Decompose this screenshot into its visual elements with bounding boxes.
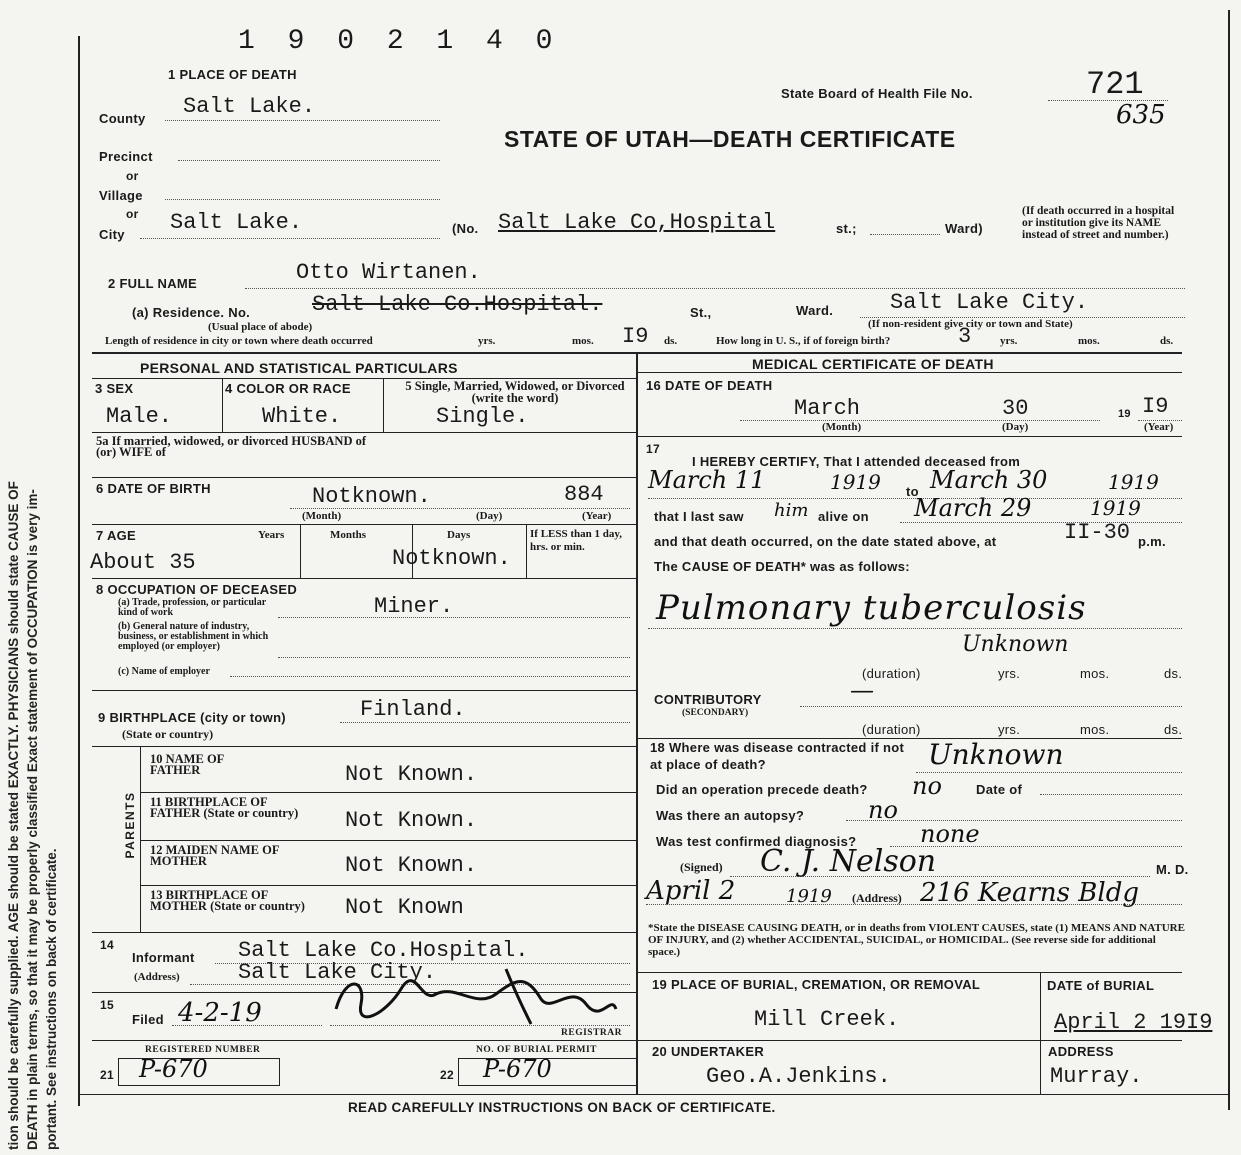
- burial-place-label: 19 PLACE OF BURIAL, CREMATION, OR REMOVAL: [652, 977, 981, 992]
- marital-label: 5 Single, Married, Widowed, or Divorced (write the word): [405, 379, 625, 405]
- frame-bottom-border: [78, 1094, 1228, 1095]
- alive-on-text: alive on: [818, 509, 869, 524]
- test-question: Was test confirmed diagnosis?: [656, 834, 857, 849]
- autopsy-value: no: [868, 796, 898, 824]
- informant-address-label: (Address): [134, 971, 180, 983]
- file-extra-number: 635: [1116, 100, 1166, 130]
- father-birthplace-rule: [140, 840, 636, 841]
- burial-date-value: April 2 19I9: [1054, 1010, 1213, 1035]
- pm-label: p.m.: [1138, 534, 1166, 549]
- last-saw-line: [900, 522, 1182, 523]
- foreign-birth-label: How long in U. S., if of foreign birth?: [716, 335, 891, 347]
- age-days-caption: Days: [447, 529, 471, 541]
- physician-signature: C. J. Nelson: [760, 844, 937, 879]
- foreign-ds: ds.: [1160, 335, 1174, 347]
- full-name-line: [245, 288, 1185, 289]
- mother-name-label: 12 MAIDEN NAME OF MOTHER: [150, 843, 280, 868]
- residence-ward-label: Ward.: [796, 303, 834, 318]
- side-line-2: DEATH in plain terms, so that it may be properly classified Exact statement of OCCUPATION is very im-: [25, 489, 40, 1150]
- stamp-number: 1 9 0 2 1 4 0: [238, 26, 561, 57]
- sex-label: 3 SEX: [95, 381, 134, 396]
- physician-address-value: 216 Kearns Bldg: [920, 878, 1139, 908]
- spouse-row-rule: [92, 477, 636, 478]
- sex-value: Male.: [106, 404, 173, 429]
- father-name-rule: [140, 792, 636, 793]
- registrar-label: REGISTRAR: [561, 1028, 622, 1038]
- filed-date-line: [172, 1025, 322, 1026]
- medical-heading-rule: [636, 372, 1182, 373]
- last-saw-date: March 29: [914, 494, 1032, 522]
- age-less-caption: If LESS than 1 day, hrs. or min.: [530, 528, 623, 553]
- signed-year: 1919: [786, 886, 832, 907]
- occupation-row-rule: [92, 690, 636, 691]
- birthplace-sub: (State or country): [122, 727, 214, 741]
- undertaker-label: 20 UNDERTAKER: [652, 1044, 765, 1059]
- father-name-value: Not Known.: [345, 762, 478, 787]
- marital-value: Single.: [436, 404, 529, 429]
- certificate-title: STATE OF UTAH—DEATH CERTIFICATE: [504, 126, 956, 152]
- secondary-label: (SECONDARY): [682, 708, 749, 718]
- or-text-1: or: [126, 169, 139, 183]
- dob-month-value: Notknown.: [312, 484, 431, 509]
- death-year-value: I9: [1142, 394, 1169, 419]
- contributory-duration-label: (duration): [862, 722, 921, 737]
- village-line: [165, 199, 440, 200]
- contributory-label: CONTRIBUTORY: [654, 692, 762, 707]
- medical-heading: MEDICAL CERTIFICATE OF DEATH: [752, 356, 994, 372]
- signed-line: [730, 876, 1150, 877]
- footer-instructions: READ CAREFULLY INSTRUCTIONS ON BACK OF CERTIFICATE.: [348, 1100, 776, 1115]
- contributory-duration-ds: ds.: [1164, 722, 1183, 737]
- age-months-caption: Months: [330, 529, 367, 541]
- to-label: to: [906, 484, 919, 499]
- md-label: M. D.: [1156, 862, 1189, 877]
- cause-duration-label: (duration): [862, 666, 921, 681]
- dob-row-rule: [92, 524, 636, 525]
- side-line-3: portant. See instructions on back of certificate.: [44, 848, 59, 1150]
- cause-footnote: *State the DISEASE CAUSING DEATH, or in deaths from VIOLENT CAUSES, state (1) MEANS AND NATURE OF INJURY, and (2) whether ACCIDENTAL, SUICIDAL, or HOMICIDAL. (See reverse side for additional space.): [648, 922, 1185, 958]
- death-year-caption: (Year): [1144, 421, 1174, 433]
- occupation-c-note: (c) Name of employer: [118, 666, 210, 677]
- death-year-prefix: 19: [1118, 408, 1131, 420]
- frame-right-border: [1228, 10, 1230, 1110]
- main-center-rule: [636, 352, 638, 1094]
- filed-bottom-rule: [92, 1040, 636, 1041]
- undertaker-value: Geo.A.Jenkins.: [706, 1064, 891, 1089]
- age-days-value: Notknown.: [392, 546, 511, 571]
- age-years-caption: Years: [258, 529, 285, 541]
- birthplace-row-rule: [92, 746, 636, 747]
- registrar-signature: [326, 964, 626, 1030]
- file-no-label: State Board of Health File No.: [781, 86, 973, 101]
- autopsy-question: Was there an autopsy?: [656, 808, 805, 823]
- burial-permit-label: NO. OF BURIAL PERMIT: [476, 1045, 598, 1055]
- usual-abode-note: (Usual place of abode): [208, 321, 313, 333]
- nonresident-note: (If non-resident give city or town and State): [868, 318, 1073, 330]
- full-name-label: 2 FULL NAME: [108, 276, 198, 291]
- registered-number-label: REGISTERED NUMBER: [145, 1045, 261, 1055]
- filed-date-value: 4-2-19: [178, 998, 262, 1028]
- sex-row-rule: [92, 432, 636, 433]
- informant-label: Informant: [132, 950, 195, 965]
- burial-row-rule: [636, 1040, 1182, 1041]
- hospital-value: Salt Lake Co,Hospital: [498, 210, 776, 235]
- disease-contracted-question: 18 Where was disease contracted if not at place of death?: [650, 740, 905, 772]
- operation-question: Did an operation precede death?: [656, 782, 868, 797]
- residence-st-label: St.,: [690, 305, 712, 320]
- cause-duration-value: Unknown: [962, 632, 1069, 657]
- attended-from-date: March 11: [648, 466, 766, 494]
- spouse-label: 5a If married, widowed, or divorced HUSBAND of (or) WIFE of: [96, 434, 367, 459]
- mother-birthplace-label: 13 BIRTHPLACE OF MOTHER (State or country): [150, 888, 305, 913]
- age-divider-1: [300, 524, 301, 578]
- informant-value: Salt Lake Co.Hospital.: [238, 938, 529, 963]
- cause-line: [648, 628, 1182, 629]
- ward-label: Ward): [945, 221, 983, 236]
- attended-to-year: 1919: [1108, 470, 1159, 494]
- death-day-value: 30: [1002, 396, 1029, 421]
- death-day-caption: (Day): [1002, 421, 1029, 433]
- city-label: City: [99, 227, 125, 242]
- burial-place-value: Mill Creek.: [754, 1007, 900, 1032]
- cause-text: The CAUSE OF DEATH* was as follows:: [654, 559, 910, 574]
- sex-divider: [222, 378, 223, 432]
- disease-contracted-value: Unknown: [928, 738, 1064, 771]
- dob-year-value: 884: [564, 482, 604, 507]
- parents-label: PARENTS: [123, 791, 137, 859]
- registered-number-value: P-670: [139, 1055, 208, 1083]
- occupation-a-note: (a) Trade, profession, or particular kind of work: [118, 597, 266, 618]
- cause-duration-ds: ds.: [1164, 666, 1183, 681]
- death-date-line: [740, 420, 1100, 421]
- county-value: Salt Lake.: [183, 94, 316, 119]
- attended-from-year: 1919: [830, 470, 881, 494]
- cause-duration-yrs: yrs.: [998, 666, 1021, 681]
- certify-number: 17: [646, 442, 660, 456]
- contributory-duration-mos: mos.: [1080, 722, 1110, 737]
- foreign-yrs: yrs.: [1000, 335, 1018, 347]
- color-label: 4 COLOR OR RACE: [225, 381, 351, 396]
- burial-permit-box: [458, 1055, 638, 1086]
- age-label: 7 AGE: [96, 528, 137, 543]
- occupation-b-line: [278, 657, 630, 658]
- occupation-a-line: [278, 617, 630, 618]
- length-yrs: yrs.: [478, 335, 496, 347]
- occupation-value: Miner.: [374, 594, 454, 619]
- father-birthplace-label: 11 BIRTHPLACE OF FATHER (State or country): [150, 795, 299, 820]
- age-value: About 35: [90, 550, 196, 575]
- cause-value: Pulmonary tuberculosis: [656, 588, 1087, 628]
- father-birthplace-value: Not Known.: [345, 808, 478, 833]
- foreign-years-value: 3: [958, 324, 972, 349]
- filed-number: 15: [100, 998, 114, 1012]
- death-occurred-text: and that death occurred, on the date stated above, at: [654, 534, 997, 549]
- burial-date-label: DATE of BURIAL: [1047, 978, 1155, 993]
- mother-name-rule: [140, 885, 636, 886]
- autopsy-line: [846, 820, 1182, 821]
- mother-name-value: Not Known.: [345, 853, 478, 878]
- birthplace-label: 9 BIRTHPLACE (city or town): [98, 710, 286, 725]
- last-saw-year: 1919: [1090, 496, 1141, 520]
- precinct-label: Precinct: [99, 149, 153, 164]
- length-days-value: I9: [622, 324, 649, 349]
- signed-label: (Signed): [680, 860, 723, 874]
- color-value: White.: [262, 404, 342, 429]
- st-line: [870, 234, 940, 235]
- medical-bottom-rule: [636, 972, 1182, 973]
- dob-day-caption: (Day): [476, 510, 503, 522]
- signed-date: April 2: [646, 876, 736, 906]
- birthplace-value: Finland.: [360, 697, 466, 722]
- disease-contracted-line: [916, 772, 1182, 773]
- mother-birthplace-value: Not Known: [345, 895, 464, 920]
- side-line-1: tion should be carefully supplied. AGE should be stated EXACTLY. PHYSICIANS should state CAUSE OF: [6, 481, 21, 1150]
- residence-label: (a) Residence. No.: [132, 305, 251, 320]
- attended-to-date: March 30: [930, 466, 1048, 494]
- physician-address-line: [646, 904, 1182, 905]
- death-time-value: II-30: [1064, 520, 1131, 545]
- dob-label: 6 DATE OF BIRTH: [96, 481, 211, 496]
- burial-divider: [1040, 972, 1041, 1094]
- occupation-c-line: [230, 676, 630, 677]
- parents-bottom-rule: [92, 932, 636, 933]
- contributory-duration-yrs: yrs.: [998, 722, 1021, 737]
- length-mos: mos.: [572, 335, 594, 347]
- test-value: none: [920, 820, 980, 848]
- certify-text: I HEREBY CERTIFY, That I attended deceased from: [692, 454, 1021, 469]
- operation-value: no: [912, 772, 942, 800]
- filed-label: Filed: [132, 1012, 164, 1027]
- hospital-no-label: (No.: [452, 221, 479, 236]
- occupation-label: 8 OCCUPATION OF DECEASED: [96, 582, 298, 597]
- parents-divider: [140, 746, 141, 932]
- date-of-death-label: 16 DATE OF DEATH: [646, 378, 773, 393]
- undertaker-address-label: ADDRESS: [1048, 1044, 1114, 1059]
- dob-month-caption: (Month): [302, 510, 342, 522]
- residence-value: Salt Lake Co.Hospital.: [312, 292, 603, 317]
- length-ds: ds.: [664, 335, 678, 347]
- birthplace-line: [340, 722, 630, 723]
- residence-ward-value: Salt Lake City.: [890, 290, 1089, 315]
- registered-index: 21: [100, 1068, 114, 1082]
- contributory-line: [800, 706, 1182, 707]
- permit-index: 22: [440, 1068, 454, 1082]
- or-text-2: or: [126, 207, 139, 221]
- physician-address-label: (Address): [852, 891, 902, 905]
- age-divider-3: [526, 524, 527, 578]
- occupation-b-note: (b) General nature of industry, business, or establishment in which employed (or employer): [118, 621, 269, 652]
- color-divider: [383, 378, 384, 432]
- foreign-mos: mos.: [1078, 335, 1100, 347]
- operation-date-line: [1040, 794, 1182, 795]
- death-date-rule: [636, 436, 1182, 437]
- death-month-value: March: [794, 396, 861, 421]
- operation-date-label: Date of: [976, 782, 1023, 797]
- age-row-rule: [92, 578, 636, 579]
- undertaker-address-value: Murray.: [1050, 1064, 1143, 1089]
- dob-year-caption: (Year): [582, 510, 612, 522]
- father-name-label: 10 NAME OF FATHER: [150, 752, 224, 777]
- dob-line: [290, 508, 630, 509]
- informant-number: 14: [100, 938, 114, 952]
- last-saw-him: him: [774, 500, 809, 521]
- full-name-value: Otto Wirtanen.: [296, 260, 481, 285]
- registered-number-box: [118, 1055, 280, 1086]
- side-instructions: [4, 20, 61, 1150]
- city-line: [140, 238, 440, 239]
- hospital-note: (If death occurred in a hospital or institution give its NAME instead of street and number.): [1022, 205, 1175, 241]
- length-residence-label: Length of residence in city or town where death occurred: [105, 335, 373, 347]
- place-of-death-heading: 1 PLACE OF DEATH: [168, 67, 297, 82]
- city-value: Salt Lake.: [170, 210, 303, 235]
- personal-heading: PERSONAL AND STATISTICAL PARTICULARS: [140, 360, 458, 376]
- last-saw-text: that I last saw: [654, 509, 744, 524]
- file-number: 721: [1086, 66, 1144, 103]
- county-label: County: [99, 111, 146, 126]
- cause-duration-mos: mos.: [1080, 666, 1110, 681]
- village-label: Village: [99, 188, 143, 203]
- st-label: st.;: [836, 221, 857, 236]
- frame-left-border: [78, 36, 80, 1106]
- burial-permit-value: P-670: [483, 1055, 552, 1083]
- county-line: [165, 120, 440, 121]
- death-month-caption: (Month): [822, 421, 862, 433]
- precinct-line: [178, 160, 440, 161]
- informant-address-value: Salt Lake City.: [238, 960, 437, 985]
- contributory-value: —: [850, 676, 874, 704]
